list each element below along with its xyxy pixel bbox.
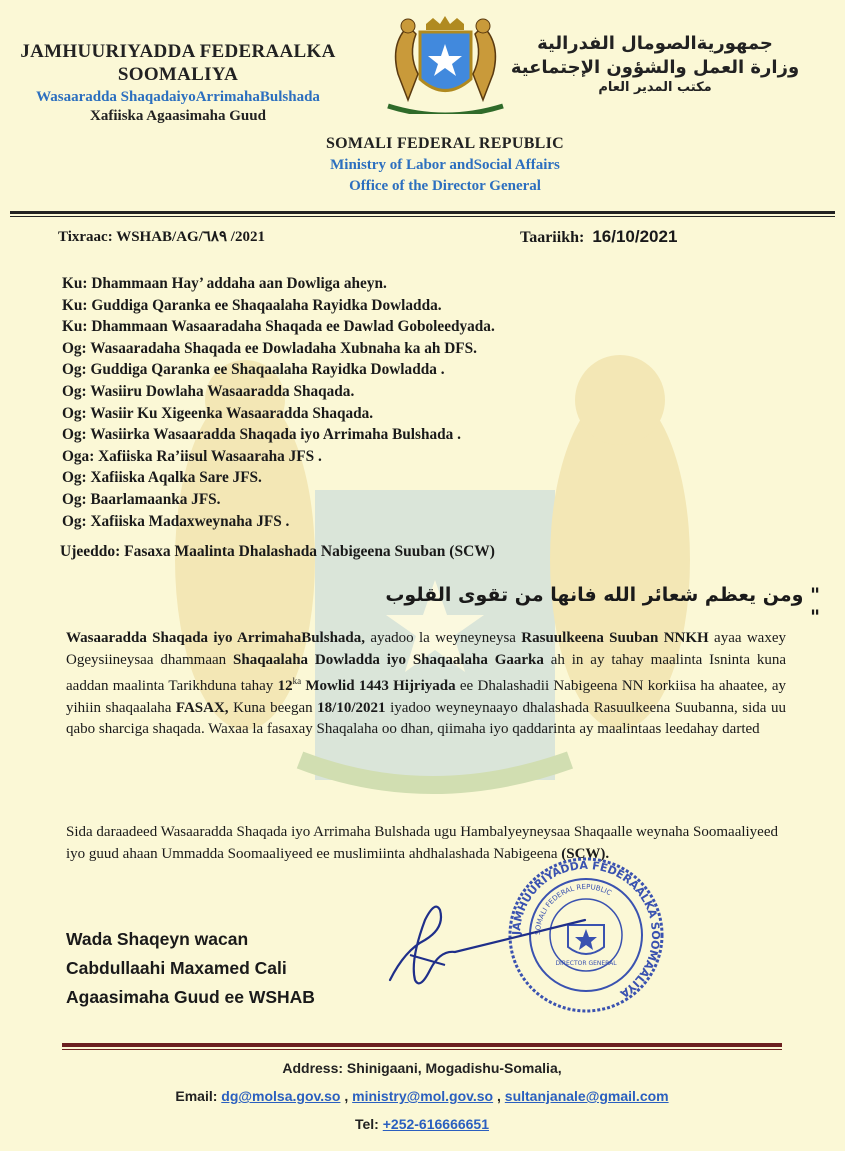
country-name-en: SOMALI FEDERAL REPUBLIC <box>325 135 565 152</box>
recipient-item: Og: Guddiga Qaranka ee Shaqaalaha Rayidka Dowladda . <box>62 361 445 379</box>
tel-label: Tel: <box>354 1116 379 1132</box>
office-name-en: Office of the Director General <box>349 178 541 194</box>
date-label: Taariikh: <box>520 229 585 246</box>
email-separator: , <box>340 1088 353 1104</box>
signature-block <box>66 925 315 1012</box>
country-name-so-line1: JAMHUURIYADDA FEDERAALKA <box>20 41 336 62</box>
body-text-bold: 12 <box>277 678 293 694</box>
body-text-bold: Wasaaradda Shaqada iyo ArrimahaBulshada, <box>66 630 366 646</box>
footer-tel <box>62 1116 782 1136</box>
email-separator: , <box>493 1088 505 1104</box>
recipient-item: Og: Xafiiska Madaxweynaha JFS . <box>62 512 290 530</box>
arabic-quote: " ومن يعظم شعائر الله فانها من تقوى القلوب " <box>385 584 820 628</box>
handwritten-signature <box>385 880 595 1000</box>
recipient-item: Og: Wasiir Ku Xigeenka Wasaaradda Shaqada. <box>62 404 374 422</box>
recipient-item: Ku: Dhammaan Hay’ addaha aan Dowliga aheyn. <box>62 275 387 292</box>
recipient-item: Og: Baarlamaanka JFS. <box>62 490 221 508</box>
body-text: Sida daraadeed Wasaaradda Shaqada iyo Arrimaha Bulshada ugu Hambalyeyneysaa Shaqaalle weynaha Soomaaliyeed iyo guud ahaan Ummadda Soomaaliyeed ee muslimiinta ahdhalashada Nabigeena <box>66 824 779 862</box>
body-text-bold: 18/10/2021 <box>317 699 386 716</box>
country-name-so-line2: SOOMALIYA <box>117 64 239 85</box>
body-superscript: ka <box>292 676 302 686</box>
reference-number: Tixraac: WSHAB/AG/٦٨٩ /2021 <box>58 229 265 245</box>
tel-link[interactable]: +252-616666651 <box>382 1116 490 1132</box>
recipient-item: Og: Xafiiska Aqalka Sare JFS. <box>62 469 262 487</box>
body-text-bold: (SCW). <box>561 845 610 862</box>
body-text: ah in ay tahay maalinta Isninta kuna aaddan maalinta Tarikhduna tahay <box>66 651 787 694</box>
body-text-bold: Shaqaalaha Dowladda iyo Shaqaalaha Gaarka <box>233 651 544 668</box>
stamp-center-text: DIRECTOR GENERAL <box>555 960 617 967</box>
office-name-so: Xafiiska Agaasimaha Guud <box>90 108 266 124</box>
header-divider <box>10 211 835 214</box>
body-text-bold: Rasuulkeena Suuban NNKH <box>521 630 709 646</box>
footer <box>62 1052 782 1136</box>
signatory-name: Cabdullaahi Maxamed Cali <box>66 958 287 978</box>
body-text: iyadoo weyneynaayo dhalashada Rasuulkeena Suubanna, sida uu qabo sharciga shaqada. Waxaa la fasaxay Shaqalaha oo dhan, qiimaha iyo qaddarinta ay maalintaas leedahay darted <box>66 699 787 737</box>
country-name-ar: جمهوريةالصومال الفدرالية <box>537 33 773 54</box>
email-link-dg[interactable]: dg@molsa.gov.so <box>221 1088 341 1104</box>
header-right <box>495 32 815 95</box>
stamp-outer-text: JAMHUURIYADDA FEDERAALKA SOOMAALIYA <box>509 858 663 1001</box>
body-text-bold: FASAX, <box>175 699 229 716</box>
header-divider-thin <box>10 216 835 217</box>
office-name-ar: مكتب المدير العام <box>598 80 712 95</box>
subject-line: Ujeeddo: Fasaxa Maalinta Dhalashada Nabigeena Suuban (SCW) <box>60 543 495 560</box>
header-left <box>8 40 348 125</box>
footer-divider-thin <box>62 1049 782 1050</box>
footer-address: Address: Shinigaani, Mogadishu-Somalia, <box>282 1060 562 1076</box>
recipient-item: Ku: Dhammaan Wasaaradaha Shaqada ee Dawlad Goboleedyada. <box>62 318 495 336</box>
recipient-item: Oga: Xafiiska Ra’iisul Wasaaraha JFS . <box>62 447 322 465</box>
body-text: ayaa waxey Ogeysiineysaa dhammaan <box>66 630 786 668</box>
ministry-name-so: Wasaaradda ShaqadaiyoArrimahaBulshada <box>36 89 320 105</box>
body-paragraph-1 <box>66 628 786 741</box>
body-text: Kuna beegan <box>228 699 318 716</box>
signatory-title: Agaasimaha Guud ee WSHAB <box>66 987 315 1007</box>
email-link-ministry[interactable]: ministry@mol.gov.so <box>352 1088 494 1104</box>
recipient-item: Og: Wasiiru Dowlaha Wasaaradda Shaqada. <box>62 382 355 400</box>
letter-date <box>520 227 677 247</box>
body-text: ee Dhalashadii Nabigeena NN korkiisa ha ahaatee, ay yihiin shaqaalaha <box>66 678 787 716</box>
email-label: Email: <box>175 1088 218 1104</box>
footer-divider <box>62 1043 782 1047</box>
body-text: ayadoo la weyneyneysa <box>365 630 522 646</box>
date-value: 16/10/2021 <box>592 227 678 246</box>
footer-emails <box>62 1088 782 1108</box>
recipient-list <box>62 273 762 532</box>
body-paragraph-2 <box>66 822 786 865</box>
email-link-sultan[interactable]: sultanjanale@gmail.com <box>504 1088 669 1104</box>
recipient-item: Ku: Guddiga Qaranka ee Shaqaalaha Rayidka Dowladda. <box>62 296 442 314</box>
body-text-bold: Mowlid 1443 Hijriyada <box>301 678 456 694</box>
ministry-name-ar: وزارة العمل والشؤون الإجتماعية <box>510 57 800 78</box>
header-center <box>250 135 640 195</box>
ministry-name-en: Ministry of Labor andSocial Affairs <box>330 157 560 173</box>
stamp-inner-text: SOMALI FEDERAL REPUBLIC <box>533 882 613 936</box>
recipient-item: Og: Wasaaradaha Shaqada ee Dowladaha Xubnaha ka ah DFS. <box>62 339 477 357</box>
recipient-item: Og: Wasiirka Wasaaradda Shaqada iyo Arrimaha Bulshada . <box>62 426 461 444</box>
closing-line: Wada Shaqeyn wacan <box>66 929 249 949</box>
